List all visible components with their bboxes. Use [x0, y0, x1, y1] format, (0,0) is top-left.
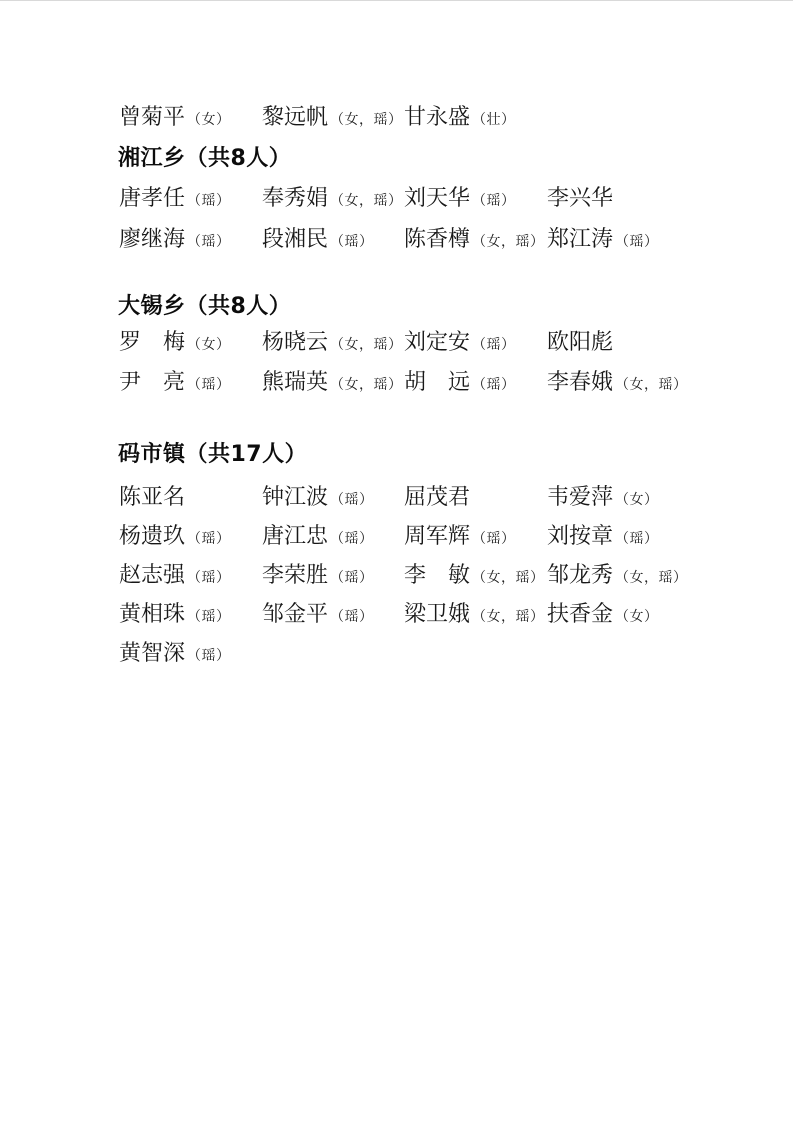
gender-ethnicity-note: （女）	[615, 492, 659, 508]
person-name: 扶香金	[547, 602, 614, 627]
name-cell	[404, 525, 516, 551]
person-name: 李荣胜	[262, 563, 329, 588]
person-name: 熊瑞英	[262, 370, 329, 395]
person-name: 李兴华	[547, 186, 614, 211]
person-name: 刘按章	[547, 524, 614, 549]
gender-ethnicity-note: （瑶）	[330, 234, 374, 250]
person-name: 屈茂君	[404, 485, 471, 510]
section-header: 湘江乡（共8人）	[118, 146, 292, 171]
name-cell	[547, 371, 688, 397]
name-cell	[547, 564, 688, 590]
name-cell	[262, 486, 374, 512]
name-cell	[262, 331, 403, 357]
name-cell	[404, 486, 472, 512]
gender-ethnicity-note: （女，瑶）	[330, 193, 403, 209]
gender-ethnicity-note: （瑶）	[330, 531, 374, 547]
name-cell	[119, 564, 231, 590]
name-cell	[547, 331, 615, 357]
name-cell	[404, 187, 516, 213]
person-name: 段湘民	[262, 227, 329, 252]
name-cell	[404, 331, 516, 357]
person-name: 廖继海	[119, 227, 186, 252]
name-cell	[404, 371, 516, 397]
gender-ethnicity-note: （女，瑶）	[615, 570, 688, 586]
person-name: 李春娥	[547, 370, 614, 395]
person-name: 刘定安	[404, 330, 471, 355]
name-cell	[119, 187, 231, 213]
person-name: 罗 梅	[119, 330, 186, 355]
person-name: 胡 远	[404, 370, 471, 395]
gender-ethnicity-note: （女，瑶）	[330, 337, 403, 353]
name-cell	[262, 564, 374, 590]
gender-ethnicity-note: （瑶）	[472, 193, 516, 209]
gender-ethnicity-note: （瑶）	[187, 193, 231, 209]
name-cell	[119, 106, 231, 132]
person-name: 刘天华	[404, 186, 471, 211]
person-name: 甘永盛	[404, 105, 471, 130]
gender-ethnicity-note: （女）	[187, 112, 231, 128]
person-name: 赵志强	[119, 563, 186, 588]
person-name: 黄智深	[119, 641, 186, 666]
gender-ethnicity-note: （瑶）	[615, 531, 659, 547]
name-cell	[404, 106, 516, 132]
gender-ethnicity-note: （瑶）	[615, 234, 659, 250]
name-cell	[262, 106, 403, 132]
name-cell	[404, 228, 545, 254]
person-name: 韦爱萍	[547, 485, 614, 510]
person-name: 梁卫娥	[404, 602, 471, 627]
gender-ethnicity-note: （女，瑶）	[472, 570, 545, 586]
person-name: 邹龙秀	[547, 563, 614, 588]
name-cell	[547, 603, 659, 629]
gender-ethnicity-note: （瑶）	[187, 648, 231, 664]
gender-ethnicity-note: （瑶）	[330, 609, 374, 625]
person-name: 唐江忠	[262, 524, 329, 549]
gender-ethnicity-note: （瑶）	[330, 570, 374, 586]
gender-ethnicity-note: （女，瑶）	[330, 112, 403, 128]
person-name: 杨遗玖	[119, 524, 186, 549]
section-header: 大锡乡（共8人）	[118, 294, 292, 319]
person-name: 曾菊平	[119, 105, 186, 130]
gender-ethnicity-note: （壮）	[472, 112, 516, 128]
gender-ethnicity-note: （女，瑶）	[330, 377, 403, 393]
gender-ethnicity-note: （瑶）	[472, 337, 516, 353]
person-name: 黄相珠	[119, 602, 186, 627]
gender-ethnicity-note: （瑶）	[472, 377, 516, 393]
name-cell	[119, 525, 231, 551]
name-cell	[547, 525, 659, 551]
name-cell	[404, 564, 545, 590]
name-cell	[547, 187, 615, 213]
name-cell	[547, 486, 659, 512]
name-cell	[119, 331, 231, 357]
name-cell	[404, 603, 545, 629]
person-name: 杨晓云	[262, 330, 329, 355]
name-cell	[262, 228, 374, 254]
gender-ethnicity-note: （瑶）	[187, 609, 231, 625]
name-cell	[262, 525, 374, 551]
name-cell	[119, 486, 187, 512]
person-name: 李 敏	[404, 563, 471, 588]
gender-ethnicity-note: （女，瑶）	[472, 234, 545, 250]
gender-ethnicity-note: （女）	[187, 337, 231, 353]
gender-ethnicity-note: （女）	[615, 609, 659, 625]
name-cell	[262, 603, 374, 629]
person-name: 陈香樽	[404, 227, 471, 252]
person-name: 黎远帆	[262, 105, 329, 130]
gender-ethnicity-note: （瑶）	[187, 531, 231, 547]
person-name: 唐孝任	[119, 186, 186, 211]
name-cell	[119, 228, 231, 254]
name-cell	[119, 642, 231, 668]
person-name: 欧阳彪	[547, 330, 614, 355]
person-name: 邹金平	[262, 602, 329, 627]
gender-ethnicity-note: （瑶）	[187, 377, 231, 393]
name-cell	[262, 187, 403, 213]
name-cell	[547, 228, 659, 254]
gender-ethnicity-note: （女，瑶）	[615, 377, 688, 393]
person-name: 陈亚名	[119, 485, 186, 510]
gender-ethnicity-note: （瑶）	[187, 570, 231, 586]
person-name: 周军辉	[404, 524, 471, 549]
name-cell	[119, 603, 231, 629]
name-cell	[262, 371, 403, 397]
gender-ethnicity-note: （瑶）	[330, 492, 374, 508]
gender-ethnicity-note: （瑶）	[187, 234, 231, 250]
section-header: 码市镇（共17人）	[118, 442, 308, 467]
person-name: 郑江涛	[547, 227, 614, 252]
gender-ethnicity-note: （瑶）	[472, 531, 516, 547]
person-name: 尹 亮	[119, 370, 186, 395]
person-name: 钟江波	[262, 485, 329, 510]
person-name: 奉秀娟	[262, 186, 329, 211]
name-cell	[119, 371, 231, 397]
gender-ethnicity-note: （女，瑶）	[472, 609, 545, 625]
